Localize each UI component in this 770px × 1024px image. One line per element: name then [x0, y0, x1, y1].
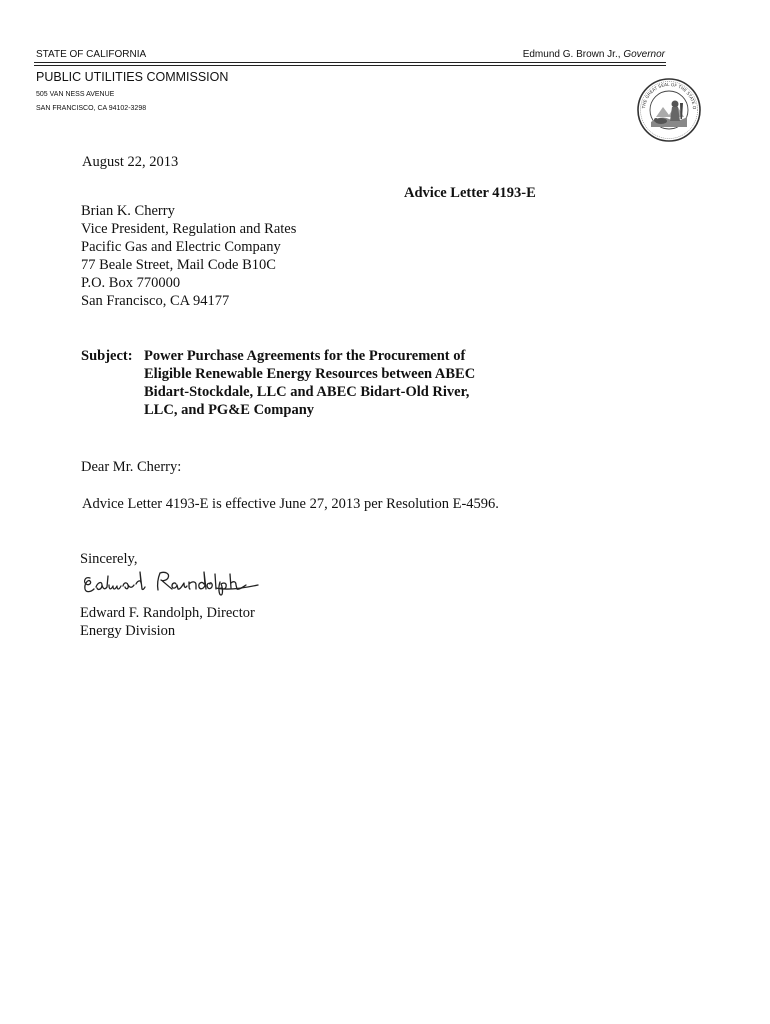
subject-block: [81, 347, 475, 419]
closing: Sincerely,: [80, 551, 138, 567]
signer-name: Edward F. Randolph, Director: [80, 605, 255, 621]
recipient-po-box: P.O. Box 770000: [81, 275, 181, 291]
recipient-title: Vice President, Regulation and Rates: [81, 221, 297, 237]
agency-name: PUBLIC UTILITIES COMMISSION: [36, 70, 229, 84]
seal-ring-text: THE GREAT SEAL OF THE STATE O: [642, 82, 697, 110]
recipient-street: 77 Beale Street, Mail Code B10C: [81, 257, 276, 273]
letter-date: August 22, 2013: [82, 154, 179, 170]
salutation: Dear Mr. Cherry:: [81, 459, 182, 475]
subject-label: Subject:: [81, 348, 133, 364]
state-name: STATE OF CALIFORNIA: [36, 49, 147, 60]
handwritten-signature: [80, 568, 266, 598]
governor-line: [505, 49, 665, 60]
recipient-city: San Francisco, CA 94177: [81, 293, 230, 309]
agency-address-street: 505 VAN NESS AVENUE: [36, 91, 115, 98]
subject-line: Power Purchase Agreements for the Procurement of: [144, 348, 466, 364]
signer-title: Energy Division: [80, 623, 176, 639]
governor-name: Edmund G. Brown Jr.,: [522, 49, 621, 60]
agency-address-city: SAN FRANCISCO, CA 94102-3298: [36, 105, 147, 112]
governor-title: Governor: [623, 49, 665, 60]
recipient-company: Pacific Gas and Electric Company: [81, 239, 281, 255]
recipient-address-block: [81, 202, 296, 310]
body-paragraph: Advice Letter 4193-E is effective June 27, 2013 per Resolution E-4596.: [82, 496, 499, 512]
subject-line: Eligible Renewable Energy Resources between ABEC: [144, 366, 476, 382]
advice-letter-number: Advice Letter 4193-E: [404, 185, 536, 201]
state-seal-icon: [636, 77, 702, 143]
header-rule-thick: [34, 62, 666, 63]
recipient-name: Brian K. Cherry: [81, 203, 175, 219]
header-rule-thin: [34, 65, 666, 66]
subject-line: LLC, and PG&E Company: [144, 402, 315, 418]
subject-line: Bidart-Stockdale, LLC and ABEC Bidart-Old River,: [144, 384, 470, 400]
